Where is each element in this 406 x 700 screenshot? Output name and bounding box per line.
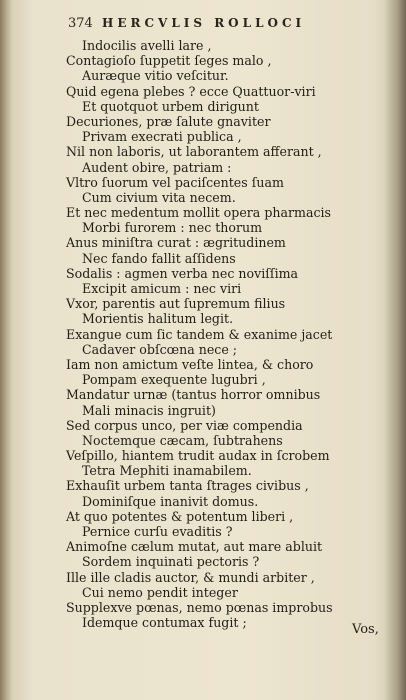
verse-line: Contagioſo ſuppetit ſeges malo ,: [66, 53, 272, 69]
verse-line: Iam non amictum veſte lintea, & choro: [66, 356, 314, 372]
catchword: Vos,: [352, 622, 379, 637]
verse-line: Privam execrati publica ,: [82, 129, 242, 145]
verse-line: Et quotquot urbem dirigunt: [82, 98, 259, 114]
verse-line: Noctemque cæcam, ſubtrahens: [82, 432, 283, 448]
verse-line: Mandatur urnæ (tantus horror omnibus: [66, 387, 321, 403]
verse-line: Quid egena plebes ? ecce Quattuor-viri: [66, 83, 316, 99]
verse-line: Excipit amicum : nec viri: [82, 281, 242, 296]
page-number: 374: [68, 16, 93, 31]
verse-line: Sordem inquinati pectoris ?: [82, 554, 260, 570]
verse-line: Pernice curſu evaditis ?: [82, 524, 233, 539]
verse-line: Et nec medentum mollit opera pharmacis: [66, 205, 332, 221]
verse-line: Pompam exequente lugubri ,: [82, 372, 266, 388]
verse-line: Supplexve pœnas, nemo pœnas improbus: [66, 599, 333, 615]
verse-line: Anus miniſtra curat : ægritudinem: [66, 235, 286, 251]
verse-line: Indocilis avelli lare ,: [82, 38, 212, 53]
verse-line: Cui nemo pendit integer: [82, 584, 238, 600]
verse-line: Idemque contumax fugit ;: [82, 615, 247, 631]
page-header: [68, 16, 388, 36]
verse-line: Audent obire, patriam :: [82, 159, 232, 175]
verse-line: Tetra Mephiti inamabilem.: [82, 463, 252, 479]
verse-line: Vltro ſuorum vel paciſcentes ſuam: [66, 174, 284, 190]
verse-line: Mali minacis ingruit): [82, 402, 216, 418]
verse-line: Sed corpus unco, per viæ compendia: [66, 417, 303, 433]
verse-line: Ille ille cladis auctor, & mundi arbiter ,: [66, 569, 315, 585]
verse-line: Exhauſit urbem tanta ſtrages civibus ,: [66, 478, 309, 494]
page-edge: [0, 0, 12, 700]
verse-line: At quo potentes & potentum liberi ,: [66, 508, 294, 524]
poem-text: [66, 38, 388, 630]
verse-line: Vxor, parentis aut ſupremum filius: [66, 296, 286, 312]
verse-line: Sodalis : agmen verba nec noviſſima: [66, 265, 299, 281]
verse-line: Nil non laboris, ut laborantem afferant ,: [66, 144, 322, 160]
verse-line: Veſpillo, hiantem trudit audax in ſcrobem: [66, 448, 330, 464]
verse-line: Animoſne cælum mutat, aut mare abluit: [66, 539, 323, 555]
verse-line: Nec fando fallit aſſidens: [82, 250, 236, 266]
verse-line: Morientis halitum legit.: [82, 311, 234, 327]
verse-line: Dominiſque inanivit domus.: [82, 493, 259, 509]
verse-line: Morbi furorem : nec thorum: [82, 220, 263, 236]
verse-line: Exangue cum ſic tandem & exanime jacet: [66, 326, 333, 342]
verse-line: Auræque vitio veſcitur.: [82, 68, 229, 84]
verse-line: Cum civium vita necem.: [82, 189, 236, 205]
verse-line: Cadaver obſcœna nece ;: [82, 341, 238, 357]
running-head: HERCVLIS ROLLOCI: [102, 16, 306, 30]
verse-line: Decuriones, præ ſalute gnaviter: [66, 113, 271, 129]
